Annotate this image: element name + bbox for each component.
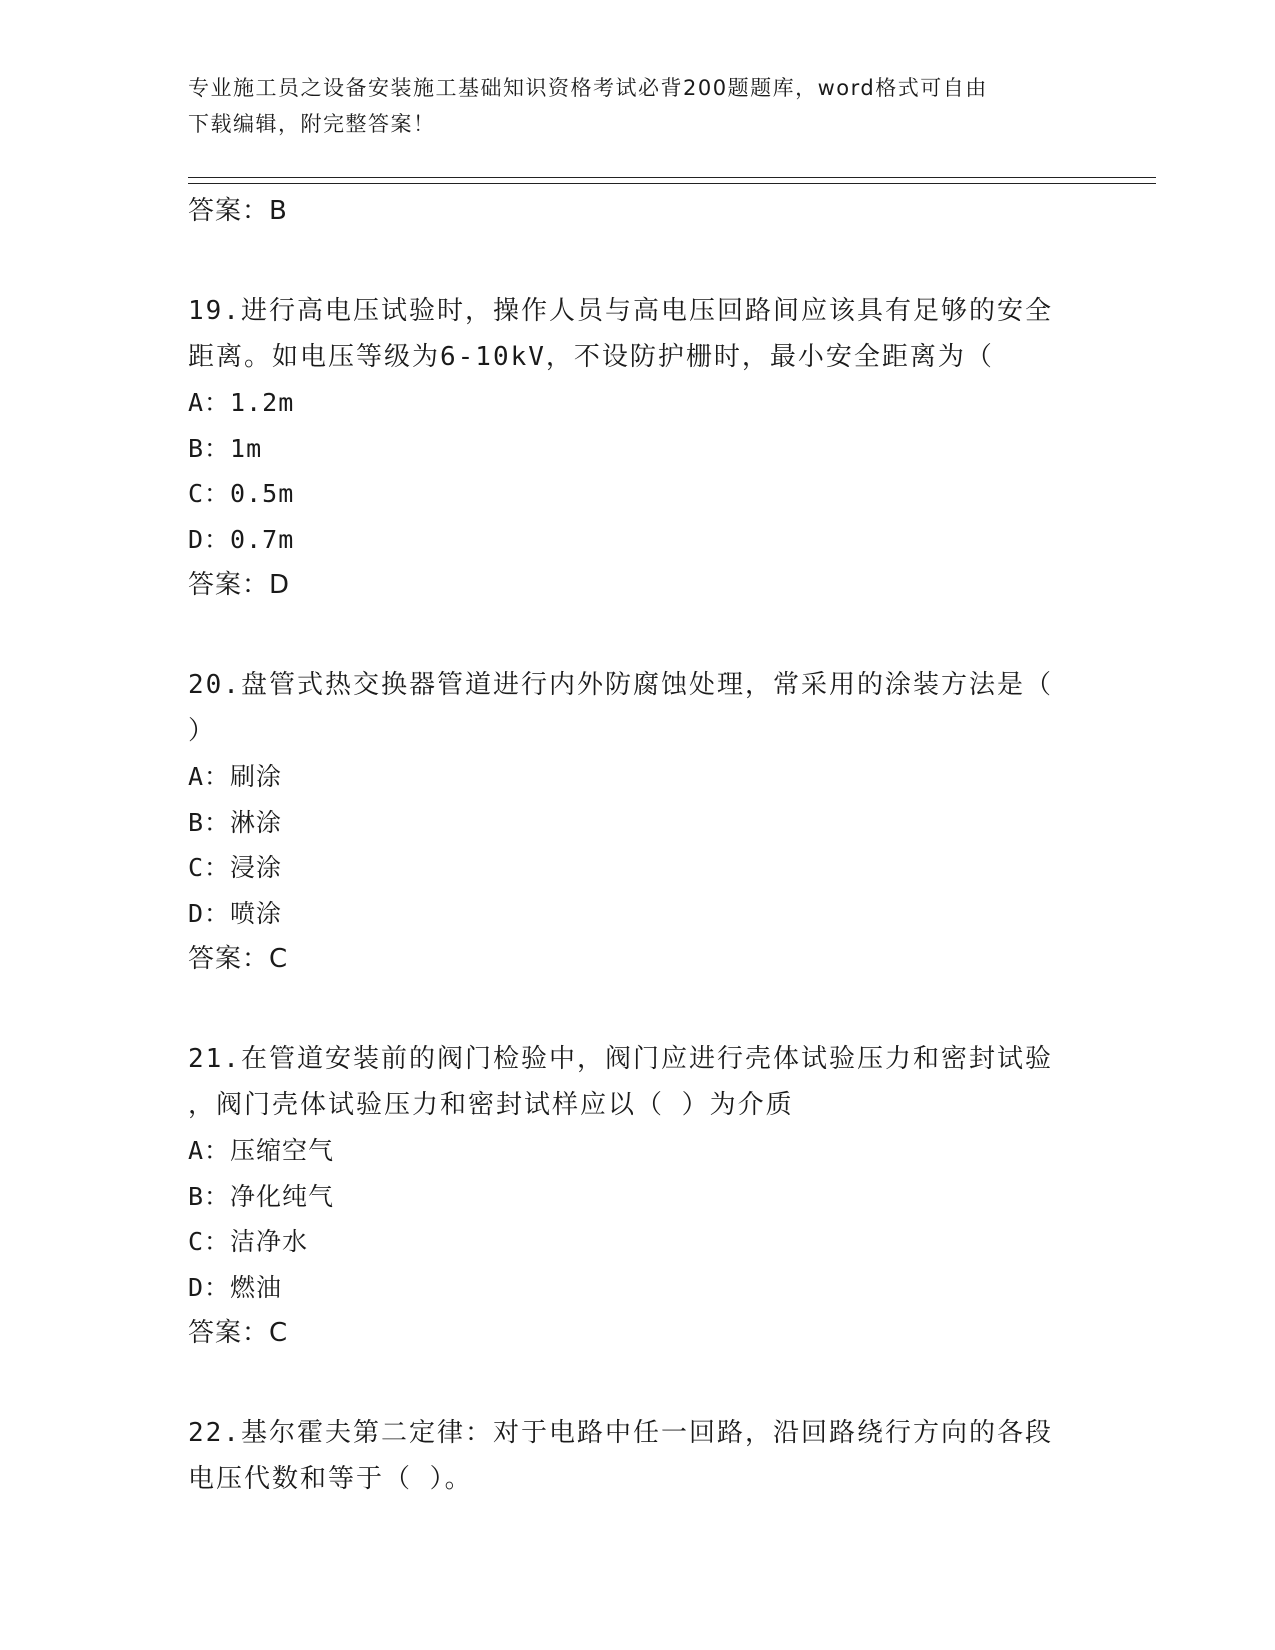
question-text: 20.盘管式热交换器管道进行内外防腐蚀处理，常采用的涂装方法是（ (188, 670, 1053, 700)
question-22 (188, 1410, 1088, 1502)
option-b: B：净化纯气 (188, 1181, 335, 1211)
answer-19: 答案：D (188, 570, 291, 600)
option-a: A：压缩空气 (188, 1136, 335, 1165)
option-a: A：1.2m (188, 388, 295, 417)
question-text: 22.基尔霍夫第二定律：对于电路中任一回路，沿回路绕行方向的各段 (188, 1418, 1053, 1448)
header-rule-top (188, 177, 1156, 178)
header-line-2: 下载编辑，附完整答案！ (188, 112, 436, 136)
option-d: D：0.7m (188, 524, 295, 554)
question-19 (188, 288, 1088, 380)
header-line-1: 专业施工员之设备安装施工基础知识资格考试必背200题题库，word格式可自由 (188, 76, 988, 100)
option-a: A：刷涂 (188, 762, 283, 791)
answer-21: 答案：C (188, 1318, 289, 1348)
option-c: C：洁净水 (188, 1227, 309, 1256)
answer-previous: 答案：B (188, 196, 288, 226)
question-text: 电压代数和等于（ ）。 (188, 1464, 473, 1494)
question-text: 距离。如电压等级为6-10kV，不设防护栅时，最小安全距离为（ (188, 342, 994, 372)
option-d: D：喷涂 (188, 898, 283, 928)
option-b: B：淋涂 (188, 807, 283, 837)
question-text: 21.在管道安装前的阀门检验中，阀门应进行壳体试验压力和密封试验 (188, 1044, 1053, 1074)
question-20 (188, 662, 1088, 754)
question-text: ，阀门壳体试验压力和密封试样应以（ ）为介质 (188, 1090, 794, 1120)
header-rule-bottom (188, 183, 1156, 184)
question-list (188, 188, 1088, 1502)
option-d: D：燃油 (188, 1272, 283, 1302)
question-text: ） (188, 716, 217, 746)
answer-20: 答案：C (188, 944, 289, 974)
question-text: 19.进行高电压试验时，操作人员与高电压回路间应该具有足够的安全 (188, 296, 1053, 326)
question-21 (188, 1036, 1088, 1128)
option-c: C：0.5m (188, 479, 295, 508)
option-b: B：1m (188, 433, 263, 463)
document-header (188, 70, 1088, 142)
option-c: C：浸涂 (188, 853, 283, 882)
